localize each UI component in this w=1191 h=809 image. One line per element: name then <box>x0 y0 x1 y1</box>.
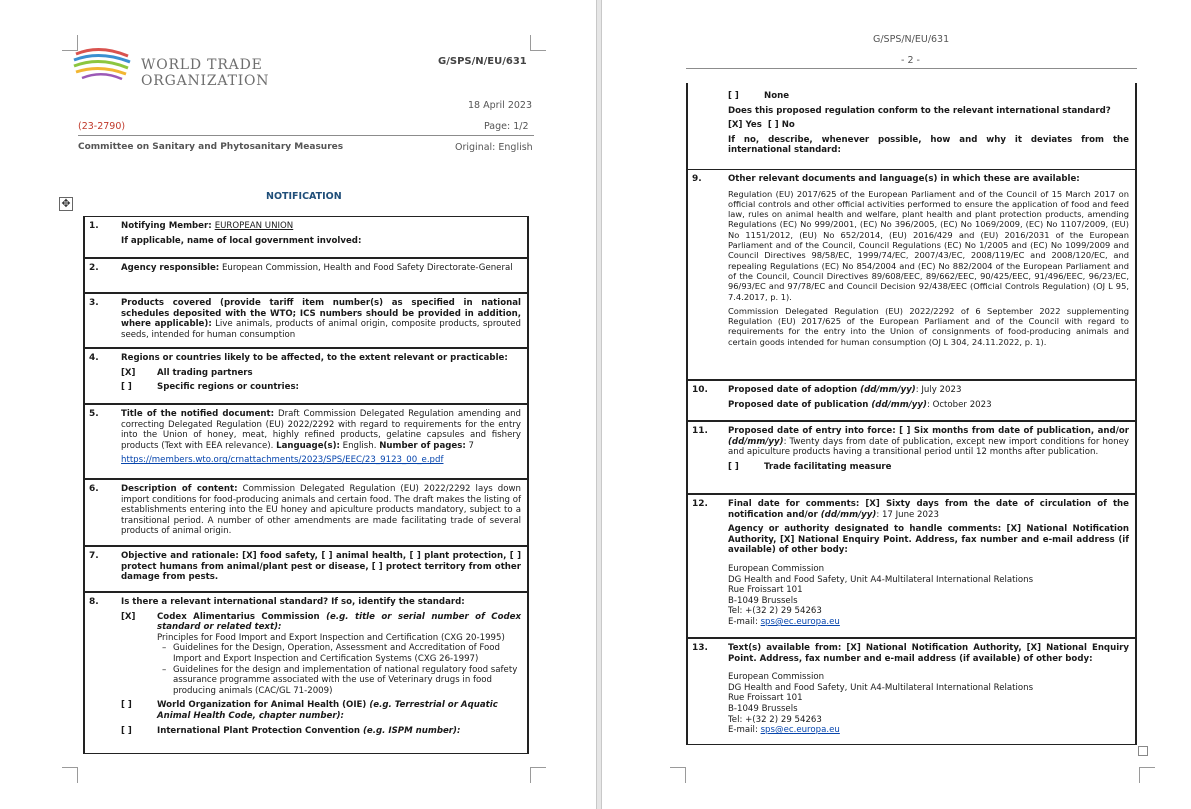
oie-label: World Organization for Animal Health (OIE) <box>157 700 370 711</box>
row-number: 12. <box>692 499 708 509</box>
codex-label: Codex Alimentarius Commission <box>157 611 327 622</box>
publication-date: : October 2023 <box>926 399 992 410</box>
conform-question: Does this proposed regulation conform to the relevant international standard? <box>728 105 1111 116</box>
wto-logo-line1: WORLD TRADE <box>141 57 263 73</box>
row-3 <box>83 293 529 348</box>
address-line: DG Health and Food Safety, Unit A4-Multilateral International Relations <box>728 682 1034 693</box>
document-link[interactable]: https://members.wto.org/crnattachments/2023/SPS/EEC/23_9123_00_e.pdf <box>121 455 444 466</box>
checkbox-trade-facilitating[interactable]: [ ] <box>728 461 739 472</box>
email-label: E-mail: <box>728 725 761 736</box>
row-label: Regions or countries likely to be affected, to the extent relevant or practicable: <box>121 353 508 363</box>
page-number: Page: 1/2 <box>484 121 529 132</box>
row-text: : Twenty days from date of publication, except new import conditions for honey and apiculture products having a transitional period until 12 months after publication. <box>728 436 1129 458</box>
row-text: Draft Commission Delegated Regulation amending and correcting Delegated Regulation (EU) 2022/2292 with regard to requirements for the entry into the Union of honey, meat, highly refined products, gelatine capsules and fishery products (Text with EEA relevance). <box>121 409 522 451</box>
row-9 <box>686 169 1137 380</box>
oie-hint: (e.g. Terrestrial or Aquatic Animal Health Code, chapter number): <box>157 700 498 721</box>
checkbox-all-trading-partners[interactable]: [X] <box>121 367 136 378</box>
address-line: European Commission <box>728 563 825 574</box>
row-label: Description of content: <box>121 484 238 494</box>
row-7 <box>83 546 529 592</box>
telephone: Tel: +(32 2) 29 54263 <box>728 606 822 617</box>
email-label: E-mail: <box>728 616 761 627</box>
comments-date: : 17 June 2023 <box>876 509 939 520</box>
wto-logo-line2: ORGANIZATION <box>141 73 270 89</box>
row-label: Notifying Member: <box>121 221 215 231</box>
row-1 <box>83 216 529 258</box>
row-label: Products covered (provide tariff item number(s) as specified in national schedules deposited with the WTO; ICS numbers should be provided in addition, where applicable): <box>121 298 521 330</box>
none-label: None <box>764 91 790 101</box>
email-link[interactable]: sps@ec.europa.eu <box>760 616 840 627</box>
crop-mark <box>670 767 686 783</box>
header-rule <box>686 68 1137 69</box>
adoption-date: : July 2023 <box>915 385 962 395</box>
codex-guideline-2: – Guidelines for the design and implementation of national regulatory food safety assurance programme associated with the use of Veterinary drugs in food producing animals (CAC/GL 71-2009) <box>173 665 521 697</box>
row-number: 4. <box>89 353 99 363</box>
trade-facilitating-label: Trade facilitating measure <box>764 461 892 472</box>
language-label: Language(s): <box>276 440 340 451</box>
checkbox-ippc[interactable]: [ ] <box>121 725 132 736</box>
row-number: 3. <box>89 298 99 308</box>
row-5 <box>83 404 529 479</box>
yes-label: Yes <box>742 120 762 131</box>
document-reference: (23-2790) <box>78 121 126 132</box>
row-8-continued <box>686 83 1137 170</box>
row-label: Agency responsible: <box>121 263 220 273</box>
row-label: Is there a relevant international standard? If so, identify the standard: <box>121 597 465 607</box>
committee-name: Committee on Sanitary and Phytosanitary Measures <box>78 142 344 152</box>
local-government-label: If applicable, name of local government involved: <box>121 235 362 246</box>
table-move-handle-icon[interactable]: ✥ <box>59 197 73 211</box>
date-format: (dd/mm/yy) <box>871 399 927 410</box>
address-line: European Commission <box>728 672 825 683</box>
pages-label: Number of pages: <box>379 440 466 451</box>
row-number: 7. <box>89 551 99 561</box>
deviation-question: If no, describe, whenever possible, how and why it deviates from the international standard: <box>728 134 1129 156</box>
row-number: 2. <box>89 263 99 273</box>
row-4 <box>83 348 529 404</box>
delegated-regulation-2022-2292: Commission Delegated Regulation (EU) 2022/2292 of 6 September 2022 supplementing Regulation (EU) 2017/625 of the European Parliament and of the Council with regard to requirements for the entry into the Union of consignments of food-producing animals and certain goods intended for human consumption (OJ L 304, 24.11.2022, p. 1). <box>728 305 1129 347</box>
address-line: Rue Froissart 101 <box>728 693 803 704</box>
adoption-label: Proposed date of adoption <box>728 385 861 395</box>
page-number: - 2 - <box>901 55 920 66</box>
row-11 <box>686 421 1137 494</box>
document-symbol: G/SPS/N/EU/631 <box>438 56 527 67</box>
crop-mark <box>530 767 546 783</box>
option-label: All trading partners <box>157 367 253 378</box>
checkbox-no[interactable]: [ ] <box>767 120 779 131</box>
agency-label: Agency or authority designated to handle comments: [X] National Notification Authority, [X] National Enquiry Point. Address, fax number and e-mail address (if available) of other body: <box>728 524 1129 556</box>
row-number: 11. <box>692 426 708 436</box>
address-line: DG Health and Food Safety, Unit A4-Multilateral International Relations <box>728 574 1034 585</box>
date-format: (dd/mm/yy) <box>728 436 784 447</box>
telephone: Tel: +(32 2) 29 54263 <box>728 714 822 725</box>
row-text: Live animals, products of animal origin, composite products, sprouted seeds, intended for human consumption <box>121 319 521 340</box>
ippc-label: International Plant Protection Convention <box>157 725 363 736</box>
no-label: No <box>778 120 795 131</box>
checkbox-yes[interactable]: [X] <box>728 120 743 131</box>
checkbox-none[interactable]: [ ] <box>728 91 739 101</box>
date-format: (dd/mm/yy) <box>820 509 877 520</box>
row-8 <box>83 592 529 754</box>
ippc-hint: (e.g. ISPM number): <box>362 725 461 736</box>
row-number: 5. <box>89 409 99 419</box>
row-13 <box>686 638 1137 745</box>
regulation-2017-625: Regulation (EU) 2017/625 of the European Parliament and of the Council of 15 March 2017 on official controls and other official activities performed to ensure the application of food and feed law, rules on animal health and welfare, plant health and plant protection products, amending Regulations (EC) No 999/2001, (EC) No 396/2005, (EC) No 1069/2009, (EC) No 1107/2009, (EU) No 1151/2012, (EU) No 652/2014, (EU) 2016/429 and (EU) 2016/2031 of the European Parliament and of the Council, Council Regulations (EC) No 1/2005 and (EC) No 1099/2009 and Council Directives 98/58/EC, 1999/74/EC, 2007/43/EC, 2008/119/EC and 2008/120/EC, and repealing Regulations (EC) No 854/2004 and (EC) No 882/2004 of the European Parliament and of the Council, Council Directives 89/608/EEC, 89/662/EEC, 90/425/EEC, 91/496/EEC, 96/23/EC, 96/93/EC and 97/78/EC and Council Decision 92/438/EEC (Official Controls Regulation) (OJ L 95, 7.4.2017, p. 1). <box>728 188 1129 302</box>
row-6 <box>83 479 529 546</box>
wto-logo-icon <box>72 44 134 86</box>
notification-title: NOTIFICATION <box>266 191 342 202</box>
email-link[interactable]: sps@ec.europa.eu <box>760 725 840 736</box>
publication-label: Proposed date of publication <box>728 399 872 410</box>
document-symbol: G/SPS/N/EU/631 <box>873 34 950 45</box>
codex-hint: (e.g. title or serial number of Codex standard or related text): <box>157 611 521 633</box>
pages-value: 7 <box>465 440 474 451</box>
row-number: 8. <box>89 597 99 607</box>
row-number: 10. <box>692 385 708 395</box>
table-resize-handle-icon[interactable] <box>1138 746 1148 756</box>
codex-guideline-1: – Guidelines for the Design, Operation, Assessment and Accreditation of Food Import and Export Inspection and Certification Systems (CXG 26-1997) <box>173 643 521 664</box>
address-line: B-1049 Brussels <box>728 703 798 714</box>
checkbox-specific-regions[interactable]: [ ] <box>121 382 132 393</box>
row-text: Commission Delegated Regulation (EU) 2022/2292 lays down import conditions for food-producing animals and certain food. The draft makes the listing of establishments entering into the EU honey and apiculture products mandatory, subject to a transitional period. A number of other amendments are made facilitating trade of several products of animal origin. <box>121 484 521 537</box>
crop-mark <box>62 767 78 783</box>
row-2 <box>83 258 529 293</box>
crop-mark <box>530 35 546 51</box>
checkbox-codex[interactable]: [X] <box>121 611 136 622</box>
row-number: 9. <box>692 174 702 184</box>
row-label: Title of the notified document: <box>121 409 275 419</box>
row-label: Text(s) available from: [X] National Notification Authority, [X] National Enquiry Point. Address, fax number and e-mail address (if available) of other body: <box>728 643 1129 664</box>
header-rule <box>78 135 534 136</box>
option-label: Specific regions or countries: <box>157 382 299 393</box>
crop-mark <box>1139 767 1155 783</box>
notifying-member: EUROPEAN UNION <box>214 221 294 231</box>
original-language: Original: English <box>455 142 533 153</box>
row-number: 13. <box>692 643 708 653</box>
row-text: European Commission, Health and Food Safety Directorate-General <box>219 263 513 273</box>
row-label: Objective and rationale: [X] food safety, [ ] animal health, [ ] plant protection, [ ] protect humans from animal/plant pest or disease, [ ] protect territory from other damage from pests. <box>121 551 521 583</box>
row-label: Final date for comments: [X] Sixty days from the date of circulation of the notification and/or <box>728 499 1129 520</box>
codex-principles: Principles for Food Import and Export Inspection and Certification (CXG 20-1995) <box>157 632 505 643</box>
row-10 <box>686 380 1137 421</box>
row-label: Other relevant documents and language(s) in which these are available: <box>728 174 1080 184</box>
row-12 <box>686 494 1137 638</box>
row-number: 1. <box>89 221 99 231</box>
document-date: 18 April 2023 <box>468 100 533 111</box>
language-value: English. <box>339 440 380 451</box>
page-separator <box>596 0 602 809</box>
address-line: B-1049 Brussels <box>728 595 798 606</box>
date-format: (dd/mm/yy) <box>860 385 916 395</box>
row-number: 6. <box>89 484 99 494</box>
row-label: Proposed date of entry into force: [ ] Six months from date of publication, and/or <box>728 426 1129 436</box>
address-line: Rue Froissart 101 <box>728 585 803 596</box>
checkbox-oie[interactable]: [ ] <box>121 700 132 711</box>
